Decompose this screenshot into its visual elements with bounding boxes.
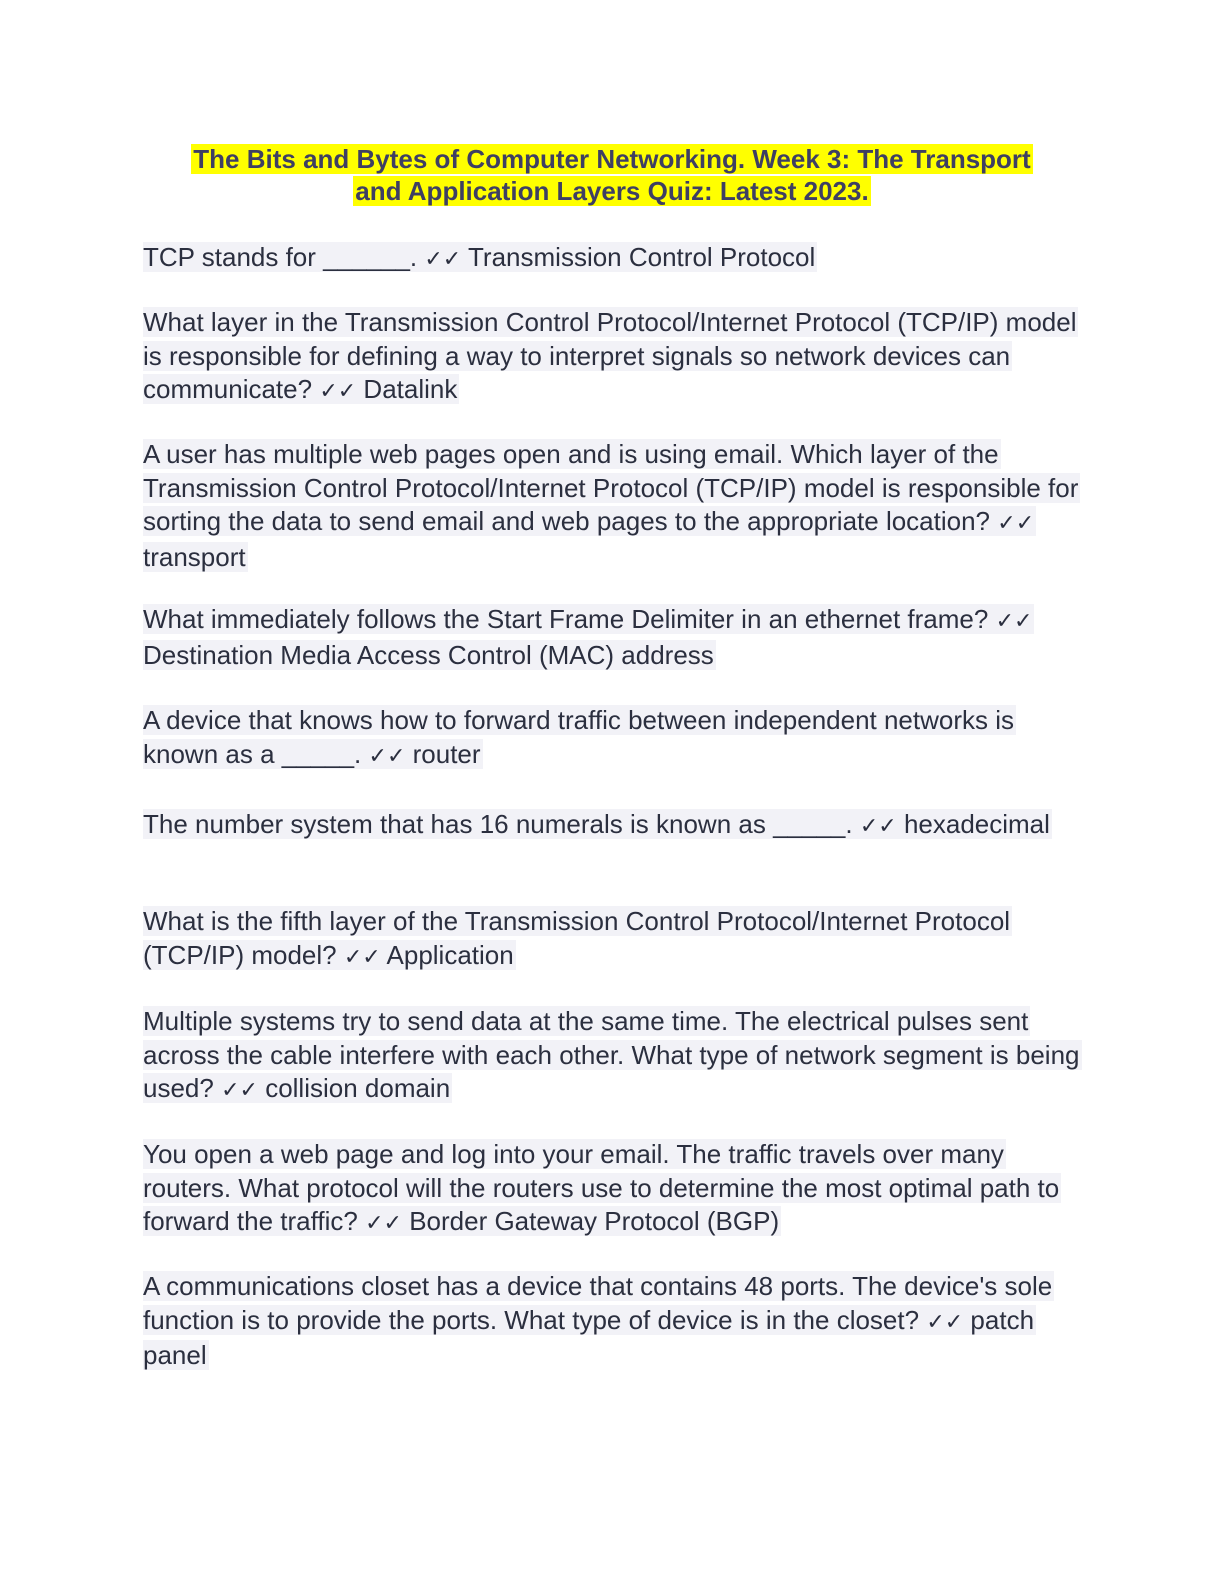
answer-text: Application (386, 939, 514, 970)
title-highlight (191, 144, 1032, 206)
answer-text: Transmission Control Protocol (468, 242, 816, 272)
qa-item-3 (143, 438, 1083, 574)
check-mark-icon: ✓✓ (365, 1211, 402, 1236)
question-text: A device that knows how to forward traffic between independent networks is known as a _____. (143, 705, 1015, 769)
title-line-2: and Application Layers Quiz: Latest 2023. (355, 176, 869, 206)
question-text: What immediately follows the Start Frame Delimiter in an ethernet frame? (143, 604, 989, 634)
document-title (140, 143, 1084, 207)
check-mark-icon: ✓✓ (319, 379, 357, 404)
check-mark-icon: ✓✓ (997, 511, 1035, 536)
answer-text: Border Gateway Protocol (BGP) (409, 1206, 780, 1236)
question-text: You open a web page and log into your email. The traffic travels over many routers. What protocol will the routers use to determine the most optimal path to forward the traffic? (143, 1139, 1060, 1236)
qa-item-5 (143, 704, 1083, 773)
question-text: A communications closet has a device that contains 48 ports. The device's sole function is to provide the ports. What type of device is in the closet? (143, 1271, 1053, 1335)
question-text: TCP stands for ______. (143, 242, 418, 272)
answer-text: Destination Media Access Control (MAC) address (143, 639, 714, 670)
check-mark-icon: ✓✓ (221, 1078, 258, 1103)
check-mark-icon: ✓✓ (368, 743, 406, 769)
check-mark-icon: ✓✓ (859, 814, 897, 839)
qa-item-6 (143, 808, 1083, 844)
answer-text: router (412, 738, 481, 769)
qa-item-8 (143, 1005, 1083, 1108)
check-mark-icon: ✓✓ (995, 609, 1033, 634)
check-mark-icon: ✓✓ (926, 1309, 964, 1335)
qa-item-7 (143, 905, 1083, 974)
check-mark-icon: ✓✓ (424, 247, 462, 272)
question-text: What layer in the Transmission Control Protocol/Internet Protocol (TCP/IP) model is responsible for defining a way to interpret signals so network devices can communicate? (143, 307, 1077, 404)
question-text: What is the fifth layer of the Transmission Control Protocol/Internet Protocol (TCP/IP) model? (143, 906, 1011, 970)
question-text: Multiple systems try to send data at the same time. The electrical pulses sent across the cable interfere with each other. What type of network segment is being used? (143, 1006, 1080, 1103)
check-mark-icon: ✓✓ (343, 944, 381, 970)
answer-text: transport (143, 541, 246, 572)
qa-item-2 (143, 306, 1083, 409)
title-line-1: The Bits and Bytes of Computer Networking. Week 3: The Transport (193, 144, 1031, 174)
qa-item-10 (143, 1270, 1083, 1373)
qa-item-1 (143, 241, 1083, 277)
qa-item-4 (143, 603, 1083, 672)
question-text: A user has multiple web pages open and is using email. Which layer of the Transmission Control Protocol/Internet Protocol (TCP/IP) model is responsible for sorting the data to send email and web pages to the appropriate location? (143, 439, 1079, 536)
answer-text: hexadecimal (903, 809, 1050, 839)
answer-text: patch panel (143, 1304, 1035, 1370)
question-text: The number system that has 16 numerals is known as _____. (143, 809, 853, 839)
answer-text: Datalink (363, 374, 458, 404)
answer-text: collision domain (265, 1073, 451, 1103)
qa-item-9 (143, 1138, 1083, 1241)
